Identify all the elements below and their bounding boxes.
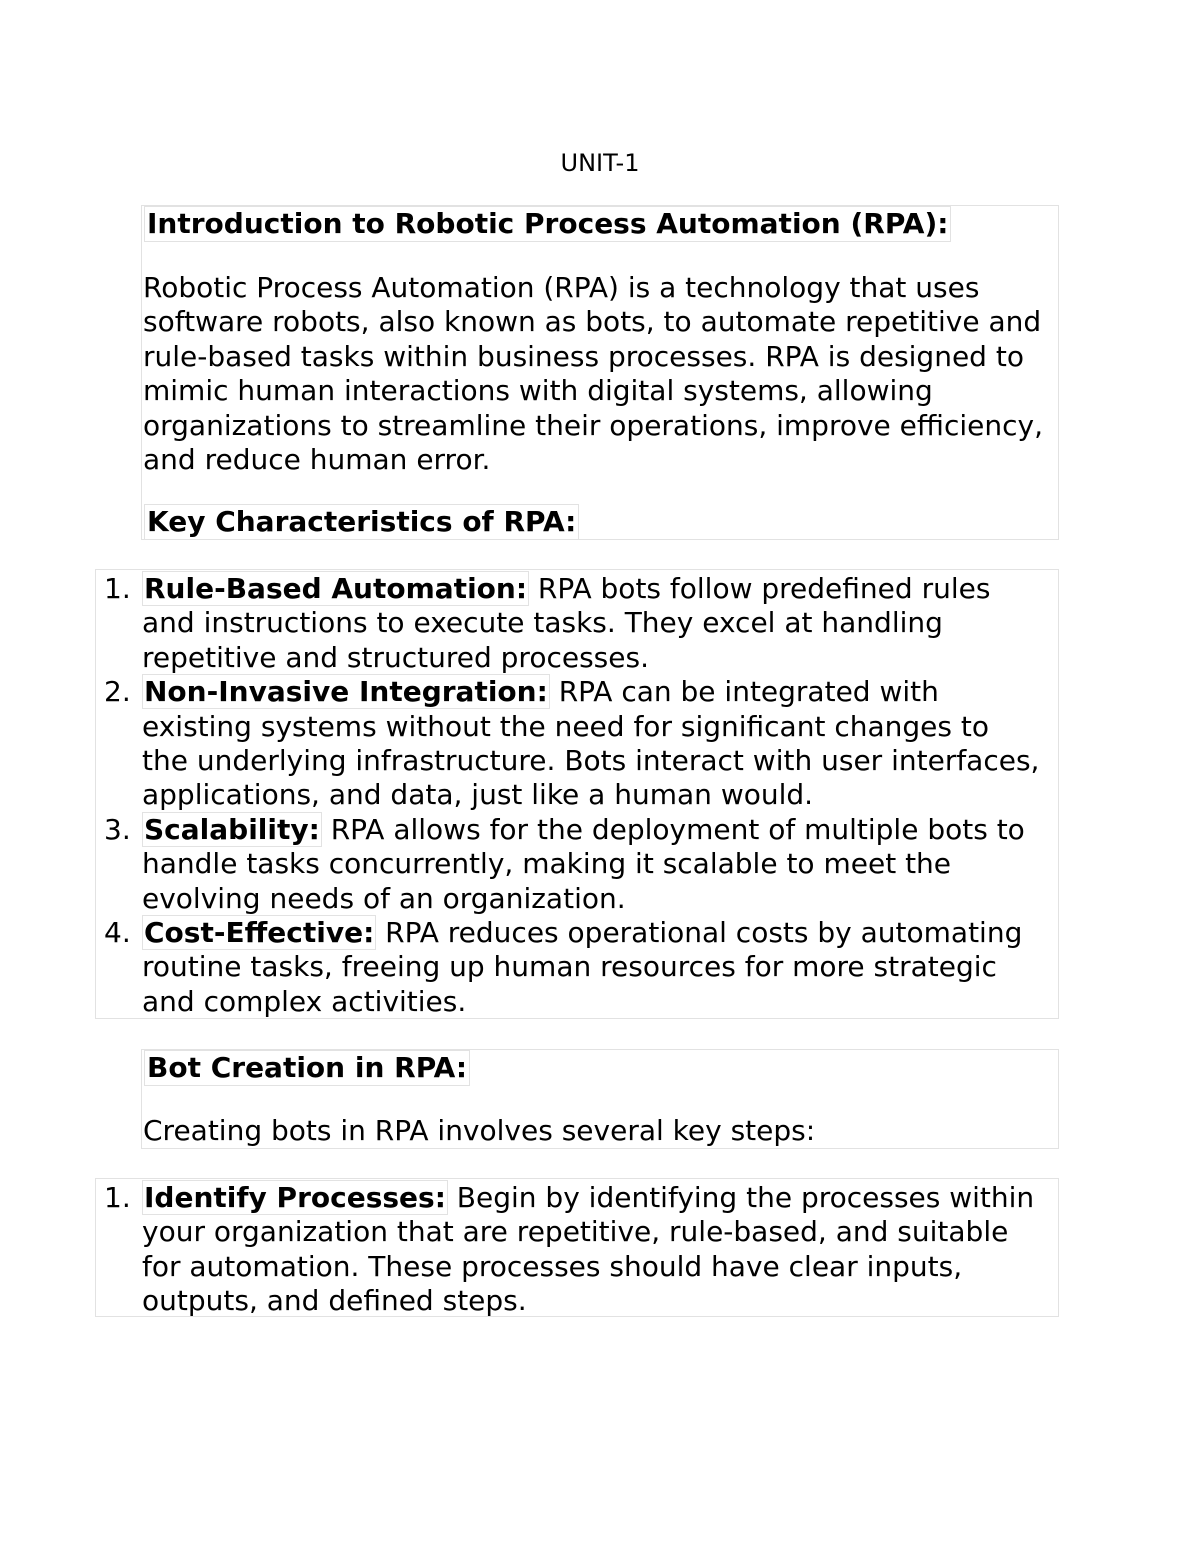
list-term: Cost-Effective: [144,916,375,950]
intro-paragraph: Robotic Process Automation (RPA) is a technology that uses software robots, also known as bots, to automate repetitive and rule-based tasks within business processes. RPA is designed to mimic human interactions with digital systems, allowing organizations to streamline their operations, improve efficiency, and reduce human error. [143,271,1043,477]
list-text: RPA can be integrated with existing systems without the need for significant changes to the underlying infrastructure. Bots interact with user interfaces, applications, and data, just like a human would. [142,675,1040,812]
intro-section [141,205,1059,540]
unit-title: UNIT-1 [560,149,640,177]
list-number: 4. [104,916,131,950]
list-term: Non-Invasive Integration: [144,675,548,709]
list-text: RPA bots follow predefined rules and instructions to execute tasks. They excel at handling repetitive and structured processes. [142,572,991,674]
bot-creation-section [141,1049,1059,1149]
list-item [96,813,1042,916]
list-number: 2. [104,675,131,709]
list-term: Scalability: [144,812,320,846]
steps-list [96,1181,1056,1319]
list-number: 1. [104,1181,131,1214]
characteristics-list [96,572,1056,1019]
list-number: 1. [104,572,131,605]
intro-heading: Introduction to Robotic Process Automation (RPA): [144,206,951,242]
list-term: Identify Processes: [144,1181,446,1214]
list-number: 3. [104,812,131,846]
list-text: RPA allows for the deployment of multiple bots to handle tasks concurrently, making it scalable to meet the evolving needs of an organization. [142,812,1025,915]
list-item [96,1181,1042,1319]
list-text: RPA reduces operational costs by automating routine tasks, freeing up human resources for more strategic and complex activities. [142,916,1023,1018]
list-item [96,916,1042,1019]
list-item [96,675,1042,813]
list-text: Begin by identifying the processes within your organization that are repetitive, rule-based, and suitable for automation. These processes should have clear inputs, outputs, and defined steps. [142,1181,1035,1318]
characteristics-list-section [95,569,1059,1019]
bot-creation-heading: Bot Creation in RPA: [144,1050,470,1086]
steps-list-section [95,1178,1059,1317]
list-term: Rule-Based Automation: [144,572,528,605]
bot-creation-paragraph: Creating bots in RPA involves several key steps: [143,1114,816,1147]
key-characteristics-heading: Key Characteristics of RPA: [144,504,579,540]
list-item [96,572,1042,675]
